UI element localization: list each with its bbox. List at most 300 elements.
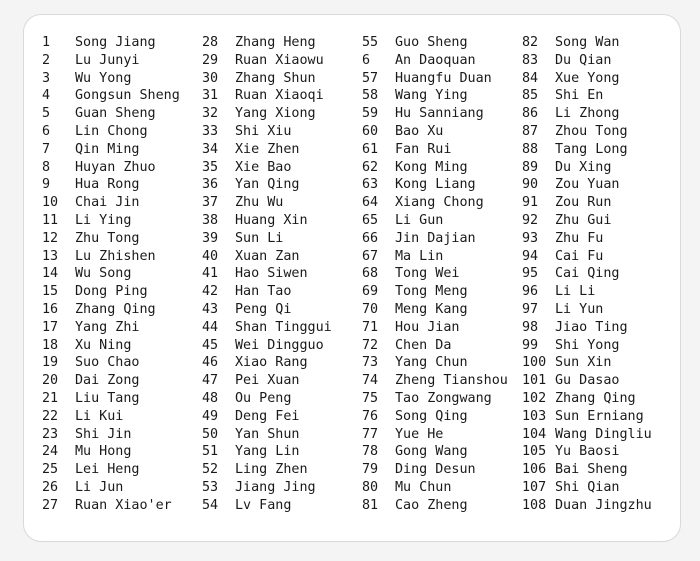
list-item (522, 426, 682, 444)
item-number: 72 (362, 337, 379, 353)
list-item (522, 141, 682, 159)
item-name: Zou Run (555, 195, 612, 211)
item-number: 6 (362, 52, 371, 68)
list-item (362, 301, 522, 319)
list-item (362, 105, 522, 123)
item-name: Huangfu Duan (395, 70, 492, 86)
item-number: 24 (42, 444, 59, 460)
item-number: 61 (362, 141, 379, 157)
list-column (362, 34, 522, 515)
list-item (202, 426, 362, 444)
item-number: 21 (42, 390, 59, 406)
item-number: 26 (42, 479, 59, 495)
list-item (42, 265, 202, 283)
item-name: Cai Qing (555, 266, 620, 282)
item-number: 106 (522, 462, 547, 478)
item-number: 59 (362, 106, 379, 122)
list-item (522, 265, 682, 283)
item-name: Xu Ning (75, 337, 132, 353)
item-name: Gong Wang (395, 444, 468, 460)
item-name: Yang Zhi (75, 319, 140, 335)
list-item (362, 159, 522, 177)
list-item (202, 212, 362, 230)
list-item (42, 123, 202, 141)
item-number: 42 (202, 284, 219, 300)
list-item (522, 372, 682, 390)
list-item (362, 70, 522, 88)
item-name: Ruan Xiaowu (235, 52, 324, 68)
list-item (42, 212, 202, 230)
item-number: 38 (202, 212, 219, 228)
list-item (42, 301, 202, 319)
item-number: 79 (362, 462, 379, 478)
item-number: 35 (202, 159, 219, 175)
list-item (362, 212, 522, 230)
item-number: 11 (42, 212, 59, 228)
item-name: Xiang Chong (395, 195, 484, 211)
item-name: Gu Dasao (555, 373, 620, 389)
list-item (362, 443, 522, 461)
item-name: Zhang Qing (555, 390, 636, 406)
item-number: 84 (522, 70, 539, 86)
list-item (362, 426, 522, 444)
item-number: 1 (42, 35, 51, 50)
list-item (42, 497, 202, 515)
item-name: Ruan Xiao'er (75, 497, 172, 513)
list-column (522, 34, 682, 515)
list-item (522, 176, 682, 194)
item-number: 82 (522, 35, 539, 50)
list-item (202, 479, 362, 497)
item-name: Hu Sanniang (395, 106, 484, 122)
list-item (522, 479, 682, 497)
list-item (202, 497, 362, 515)
item-number: 83 (522, 52, 539, 68)
item-name: Zhang Shun (235, 70, 316, 86)
item-name: Bai Sheng (555, 462, 628, 478)
list-item (202, 123, 362, 141)
list-item (522, 354, 682, 372)
item-name: Cai Fu (555, 248, 604, 264)
item-number: 57 (362, 70, 379, 86)
item-number: 6 (42, 123, 51, 139)
list-item (522, 87, 682, 105)
item-name: Li Kui (75, 408, 124, 424)
item-number: 100 (522, 355, 547, 371)
item-number: 53 (202, 479, 219, 495)
item-name: Zhou Tong (555, 123, 628, 139)
list-item (362, 265, 522, 283)
item-name: Xie Bao (235, 159, 292, 175)
item-number: 44 (202, 319, 219, 335)
item-name: Tao Zongwang (395, 390, 492, 406)
item-number: 85 (522, 88, 539, 104)
list-item (42, 461, 202, 479)
list-item (522, 123, 682, 141)
item-name: Li Ying (75, 212, 132, 228)
item-name: Zou Yuan (555, 177, 620, 193)
list-item (42, 52, 202, 70)
item-number: 90 (522, 177, 539, 193)
item-number: 12 (42, 230, 59, 246)
item-name: Wei Dingguo (235, 337, 324, 353)
list-item (202, 176, 362, 194)
list-item (522, 194, 682, 212)
item-number: 37 (202, 195, 219, 211)
item-name: Wang Ying (395, 88, 468, 104)
item-name: Cao Zheng (395, 497, 468, 513)
item-name: Shan Tinggui (235, 319, 332, 335)
item-name: Mu Chun (395, 479, 452, 495)
list-item (362, 497, 522, 515)
item-number: 5 (42, 106, 51, 122)
item-number: 108 (522, 497, 547, 513)
list-item (362, 194, 522, 212)
list-item (202, 301, 362, 319)
list-item (202, 141, 362, 159)
list-item (522, 408, 682, 426)
item-name: Ma Lin (395, 248, 444, 264)
list-item (42, 426, 202, 444)
item-name: Wang Dingliu (555, 426, 652, 442)
list-item (42, 176, 202, 194)
list-item (202, 194, 362, 212)
item-name: Li Yun (555, 301, 604, 317)
item-number: 29 (202, 52, 219, 68)
list-item (202, 354, 362, 372)
item-number: 104 (522, 426, 547, 442)
item-number: 70 (362, 301, 379, 317)
list-item (42, 390, 202, 408)
list-item (362, 479, 522, 497)
item-number: 47 (202, 373, 219, 389)
item-name: Xie Zhen (235, 141, 300, 157)
list-item (522, 283, 682, 301)
item-number: 73 (362, 355, 379, 371)
item-number: 13 (42, 248, 59, 264)
list-item (42, 141, 202, 159)
item-number: 99 (522, 337, 539, 353)
item-number: 65 (362, 212, 379, 228)
item-name: Tang Long (555, 141, 628, 157)
item-name: Wu Song (75, 266, 132, 282)
list-item (42, 283, 202, 301)
list-item (42, 479, 202, 497)
list-item (202, 337, 362, 355)
item-name: Lei Heng (75, 462, 140, 478)
item-number: 27 (42, 497, 59, 513)
item-number: 102 (522, 390, 547, 406)
list-item (522, 248, 682, 266)
item-name: Kong Liang (395, 177, 476, 193)
list-item (522, 70, 682, 88)
list-item (202, 34, 362, 52)
list-item (202, 283, 362, 301)
item-name: Hou Jian (395, 319, 460, 335)
list-item (522, 230, 682, 248)
item-name: Duan Jingzhu (555, 497, 652, 513)
item-number: 41 (202, 266, 219, 282)
item-name: Jiang Jing (235, 479, 316, 495)
item-name: Peng Qi (235, 301, 292, 317)
list-item (522, 159, 682, 177)
item-name: Yan Qing (235, 177, 300, 193)
list-item (202, 159, 362, 177)
list-item (42, 408, 202, 426)
item-name: Lin Chong (75, 123, 148, 139)
item-name: Sun Xin (555, 355, 612, 371)
list-item (522, 105, 682, 123)
list-item (362, 230, 522, 248)
item-number: 81 (362, 497, 379, 513)
item-number: 36 (202, 177, 219, 193)
item-number: 15 (42, 284, 59, 300)
list-item (42, 87, 202, 105)
item-number: 25 (42, 462, 59, 478)
item-name: Yang Lin (235, 444, 300, 460)
item-number: 60 (362, 123, 379, 139)
list-item (42, 230, 202, 248)
item-name: Hua Rong (75, 177, 140, 193)
list-item (42, 248, 202, 266)
list-item (362, 283, 522, 301)
item-name: Dai Zong (75, 373, 140, 389)
item-name: Meng Kang (395, 301, 468, 317)
item-number: 105 (522, 444, 547, 460)
item-number: 92 (522, 212, 539, 228)
item-name: Xue Yong (555, 70, 620, 86)
list-item (522, 497, 682, 515)
item-number: 91 (522, 195, 539, 211)
item-number: 93 (522, 230, 539, 246)
item-number: 52 (202, 462, 219, 478)
item-number: 76 (362, 408, 379, 424)
item-name: Sun Li (235, 230, 284, 246)
item-number: 14 (42, 266, 59, 282)
item-name: Tong Meng (395, 284, 468, 300)
item-name: Dong Ping (75, 284, 148, 300)
item-name: Shi Qian (555, 479, 620, 495)
item-number: 49 (202, 408, 219, 424)
item-name: Ou Peng (235, 390, 292, 406)
list-item (202, 390, 362, 408)
list-item (362, 372, 522, 390)
item-name: Chai Jin (75, 195, 140, 211)
item-number: 34 (202, 141, 219, 157)
list-item (522, 319, 682, 337)
item-number: 51 (202, 444, 219, 460)
list-item (362, 34, 522, 52)
item-name: Chen Da (395, 337, 452, 353)
list-item (42, 105, 202, 123)
item-name: Kong Ming (395, 159, 468, 175)
item-number: 8 (42, 159, 51, 175)
item-name: Guan Sheng (75, 106, 156, 122)
item-name: Mu Hong (75, 444, 132, 460)
item-number: 62 (362, 159, 379, 175)
list-item (202, 52, 362, 70)
item-name: Yu Baosi (555, 444, 620, 460)
item-number: 28 (202, 35, 219, 50)
item-name: Lu Junyi (75, 52, 140, 68)
name-list-grid (42, 34, 682, 515)
item-number: 48 (202, 390, 219, 406)
item-name: Lu Zhishen (75, 248, 156, 264)
item-name: Li Li (555, 284, 596, 300)
list-item (362, 354, 522, 372)
list-item (42, 354, 202, 372)
list-item (202, 248, 362, 266)
list-item (202, 443, 362, 461)
list-item (362, 390, 522, 408)
item-number: 78 (362, 444, 379, 460)
item-name: Ruan Xiaoqi (235, 88, 324, 104)
item-number: 96 (522, 284, 539, 300)
item-name: Hao Siwen (235, 266, 308, 282)
item-name: Zhu Gui (555, 212, 612, 228)
item-name: Shi Xiu (235, 123, 292, 139)
list-item (522, 461, 682, 479)
item-number: 67 (362, 248, 379, 264)
item-name: Li Jun (75, 479, 124, 495)
item-name: Zheng Tianshou (395, 373, 508, 389)
item-name: Zhang Heng (235, 35, 316, 50)
item-name: Ling Zhen (235, 462, 308, 478)
item-number: 22 (42, 408, 59, 424)
item-name: An Daoquan (395, 52, 476, 68)
item-name: Xiao Rang (235, 355, 308, 371)
item-name: Du Qian (555, 52, 612, 68)
list-item (522, 34, 682, 52)
item-number: 43 (202, 301, 219, 317)
item-number: 33 (202, 123, 219, 139)
list-item (362, 337, 522, 355)
item-name: Tong Wei (395, 266, 460, 282)
item-number: 77 (362, 426, 379, 442)
list-item (202, 461, 362, 479)
item-name: Li Gun (395, 212, 444, 228)
list-item (202, 70, 362, 88)
item-number: 69 (362, 284, 379, 300)
item-number: 95 (522, 266, 539, 282)
list-column (202, 34, 362, 515)
item-name: Shi En (555, 88, 604, 104)
item-name: Lv Fang (235, 497, 292, 513)
list-item (362, 123, 522, 141)
list-item (42, 337, 202, 355)
item-name: Ding Desun (395, 462, 476, 478)
list-item (202, 230, 362, 248)
list-item (362, 248, 522, 266)
item-name: Suo Chao (75, 355, 140, 371)
item-number: 46 (202, 355, 219, 371)
item-name: Zhu Wu (235, 195, 284, 211)
item-name: Huyan Zhuo (75, 159, 156, 175)
item-number: 103 (522, 408, 547, 424)
item-name: Shi Jin (75, 426, 132, 442)
item-number: 98 (522, 319, 539, 335)
list-item (42, 194, 202, 212)
item-name: Yang Xiong (235, 106, 316, 122)
list-item (362, 141, 522, 159)
item-number: 2 (42, 52, 51, 68)
item-number: 87 (522, 123, 539, 139)
item-name: Bao Xu (395, 123, 444, 139)
item-name: Song Jiang (75, 35, 156, 50)
item-name: Zhu Fu (555, 230, 604, 246)
item-number: 3 (42, 70, 51, 86)
item-number: 17 (42, 319, 59, 335)
item-name: Fan Rui (395, 141, 452, 157)
item-number: 97 (522, 301, 539, 317)
item-number: 9 (42, 177, 51, 193)
item-name: Xuan Zan (235, 248, 300, 264)
item-name: Deng Fei (235, 408, 300, 424)
list-item (42, 443, 202, 461)
list-item (362, 176, 522, 194)
item-name: Han Tao (235, 284, 292, 300)
item-number: 31 (202, 88, 219, 104)
item-name: Du Xing (555, 159, 612, 175)
item-name: Gongsun Sheng (75, 88, 180, 104)
item-name: Liu Tang (75, 390, 140, 406)
item-number: 88 (522, 141, 539, 157)
list-item (362, 408, 522, 426)
list-item (202, 265, 362, 283)
item-name: Guo Sheng (395, 35, 468, 50)
item-number: 101 (522, 373, 547, 389)
item-name: Wu Yong (75, 70, 132, 86)
item-number: 58 (362, 88, 379, 104)
item-number: 19 (42, 355, 59, 371)
list-item (522, 390, 682, 408)
item-number: 74 (362, 373, 379, 389)
item-number: 45 (202, 337, 219, 353)
list-item (522, 52, 682, 70)
item-name: Jin Dajian (395, 230, 476, 246)
item-name: Li Zhong (555, 106, 620, 122)
list-item (42, 34, 202, 52)
list-item (522, 301, 682, 319)
list-item (202, 105, 362, 123)
list-item (202, 408, 362, 426)
item-number: 64 (362, 195, 379, 211)
item-number: 86 (522, 106, 539, 122)
list-item (362, 87, 522, 105)
item-number: 23 (42, 426, 59, 442)
list-item (42, 159, 202, 177)
list-item (522, 212, 682, 230)
item-number: 7 (42, 141, 51, 157)
list-column (42, 34, 202, 515)
item-number: 89 (522, 159, 539, 175)
item-name: Yue He (395, 426, 444, 442)
list-item (202, 319, 362, 337)
item-number: 40 (202, 248, 219, 264)
item-number: 68 (362, 266, 379, 282)
item-name: Sun Erniang (555, 408, 644, 424)
list-item (362, 319, 522, 337)
list-item (202, 87, 362, 105)
item-name: Huang Xin (235, 212, 308, 228)
item-name: Pei Xuan (235, 373, 300, 389)
list-item (362, 52, 522, 70)
item-number: 50 (202, 426, 219, 442)
item-name: Song Qing (395, 408, 468, 424)
item-number: 32 (202, 106, 219, 122)
item-name: Zhang Qing (75, 301, 156, 317)
item-number: 80 (362, 479, 379, 495)
